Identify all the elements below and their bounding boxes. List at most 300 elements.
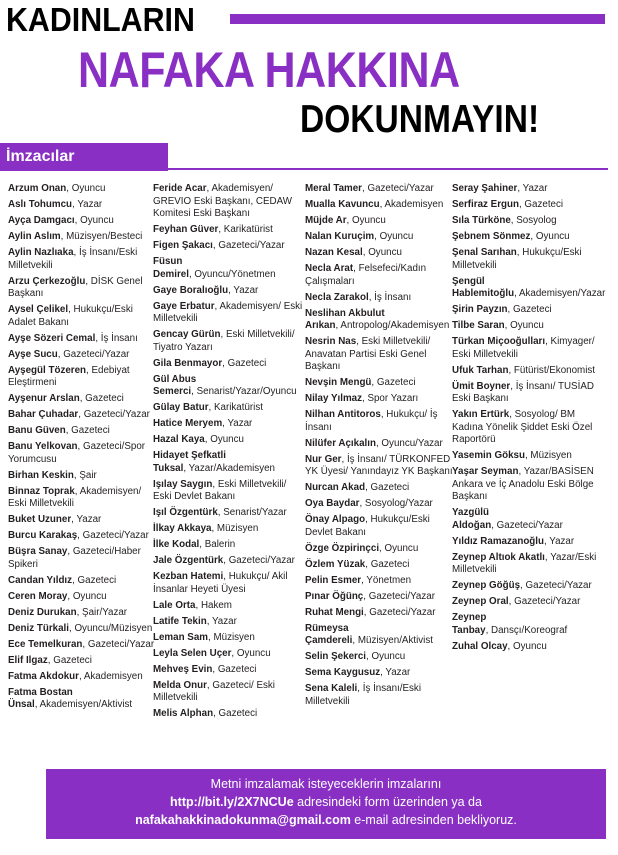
signatory-separator: , <box>74 485 80 497</box>
signatory-entry <box>452 199 602 212</box>
signatory-name: Serfiraz Ergun <box>452 199 519 210</box>
signatory-separator: , <box>507 304 513 315</box>
signatory-name: Elif Ilgaz <box>8 654 48 666</box>
signatory-name: Zeynep Altıok Akatlı <box>452 551 545 563</box>
signatory-separator: , <box>374 231 380 242</box>
signatory-separator: , <box>206 679 213 691</box>
signatory-entry <box>8 365 158 390</box>
signatory-separator: , <box>212 240 219 251</box>
signatory-entry <box>8 546 158 571</box>
signatory-description: Oyuncu <box>384 542 419 554</box>
signatory-name: Tilbe Saran <box>452 320 505 331</box>
signatory-separator: , <box>368 291 375 303</box>
signatory-entry <box>452 536 602 549</box>
signatory-description: Gazeteci/Yazar <box>514 596 581 607</box>
signatory-separator: , <box>357 683 363 694</box>
signatory-separator: , <box>507 640 513 652</box>
signatory-separator: , <box>510 215 517 226</box>
signatory-entry <box>153 507 303 520</box>
signatory-separator: , <box>516 247 523 258</box>
signatory-description: Müzisyen/Besteci <box>66 231 143 242</box>
signatories-column-3 <box>305 183 455 712</box>
signatory-description: Sosyolog <box>516 215 557 226</box>
signatory-name: Nazan Kesal <box>305 247 363 258</box>
signatory-name: Sıla Türköne <box>452 215 511 226</box>
signatory-entry <box>452 247 602 272</box>
signatory-separator: , <box>231 647 237 659</box>
signatory-entry <box>8 199 158 212</box>
signatory-entry <box>452 275 606 301</box>
signatory-name: Leyla Selen Uçer <box>153 647 232 659</box>
signatory-separator: , <box>228 284 234 296</box>
signatory-separator: , <box>67 590 73 602</box>
signatory-entry <box>153 224 303 237</box>
signatory-name: Rümeysa Çamdereli <box>305 622 353 646</box>
signatory-description: Yönetmen <box>366 574 412 586</box>
signatory-name: Melis Alphan <box>153 708 214 719</box>
signatory-entry <box>305 393 455 406</box>
signatory-name: Sema Kaygusuz <box>305 667 381 678</box>
signatory-name: Ümit Boyner <box>452 380 511 392</box>
signatory-separator: , <box>365 514 371 525</box>
signatory-separator: , <box>85 275 91 287</box>
signatory-name: Leman Sam <box>153 631 208 643</box>
signatory-entry <box>153 374 303 399</box>
signatory-entry <box>305 543 455 556</box>
signatory-name: Candan Yıldız <box>8 574 73 586</box>
signatory-description: Yazar <box>522 183 548 194</box>
signatory-entry <box>153 418 303 431</box>
signatory-separator: , <box>191 386 197 397</box>
signatory-separator: , <box>509 409 515 420</box>
signatory-separator: , <box>34 699 40 710</box>
signatory-separator: , <box>518 466 524 477</box>
title-rule <box>230 14 605 24</box>
signatory-name: Necla Arat <box>305 263 354 274</box>
signatory-entry <box>305 498 455 511</box>
signatory-entry <box>8 655 158 668</box>
signatory-name: Ece Temelkuran <box>8 638 83 650</box>
signatory-description: Gazeteci/Yazar <box>496 519 563 531</box>
signatory-description: Hukukçu/Eski Milletvekili <box>452 247 582 271</box>
signatory-entry <box>305 454 455 479</box>
signatories-column-4 <box>452 183 606 657</box>
signatory-entry <box>305 591 455 604</box>
footer-line-3-text: e-mail adresinden bekliyoruz. <box>350 813 517 827</box>
signatory-entry <box>8 276 158 301</box>
signatory-entry <box>8 687 158 712</box>
signatory-description: Gazeteci/Yazar <box>87 638 155 650</box>
signatory-description: Oyuncu <box>80 215 114 226</box>
signatory-description: Gazeteci <box>77 574 117 586</box>
signatory-description: Akademisyen/ Eski Milletvekili <box>8 485 142 509</box>
signatory-entry <box>153 616 303 629</box>
signatory-name: Büşra Sanay <box>8 546 68 557</box>
signatory-description: Yazar <box>385 667 411 678</box>
signatory-separator: , <box>213 708 219 719</box>
signatory-name: Ayşe Sucu <box>8 348 58 360</box>
signatory-entry <box>8 425 158 438</box>
signatory-separator: , <box>66 183 72 194</box>
signatory-description: Akademisyen/ GREVIO Eski Başkanı, CEDAW Komitesi Eski Başkanı <box>153 183 293 219</box>
signatory-entry <box>305 438 455 451</box>
signatory-name: Gaye Boralıoğlu <box>153 284 229 296</box>
signatory-name: Nevşin Mengü <box>305 377 372 388</box>
signatory-entry <box>452 183 602 196</box>
signatory-separator: , <box>544 551 551 563</box>
signatory-entry <box>153 358 303 371</box>
signatory-description: Gazeteci <box>227 357 267 369</box>
signatory-name: Oya Baydar <box>305 498 360 509</box>
signatory-name: Aslı Tohumcu <box>8 199 73 210</box>
signatory-description: Balerin <box>204 539 236 550</box>
signatory-description: Gazeteci/Yazar <box>228 555 295 566</box>
signatory-name: Fatma Bostan Ünsal <box>8 686 73 710</box>
signatory-description: Gazeteci/Yazar <box>83 409 150 420</box>
signatory-entry <box>452 641 602 654</box>
signatory-separator: , <box>78 670 84 682</box>
signatory-separator: , <box>212 663 218 675</box>
signatory-entry <box>452 320 602 333</box>
signatory-description: Oyuncu/Müzisyen <box>74 622 153 634</box>
signatory-name: Buket Uzuner <box>8 514 72 525</box>
signatory-name: Ayşe Sözeri Cemal <box>8 332 96 344</box>
signatory-entry <box>305 623 455 648</box>
signatory-entry <box>305 667 455 680</box>
signatory-name: Nalan Kuruçim <box>305 231 375 242</box>
signatory-description: Oyuncu <box>368 247 402 258</box>
signatory-entry <box>305 336 455 374</box>
signatory-name: Latife Tekin <box>153 615 207 627</box>
signatory-entry <box>452 365 602 378</box>
signatories-column-1 <box>8 183 158 715</box>
signatory-entry <box>153 680 303 705</box>
signatory-separator: , <box>71 514 77 525</box>
signatory-name: Banu Güven <box>8 425 66 436</box>
signatory-entry <box>153 600 303 613</box>
signatory-name: Nur Ger <box>305 453 342 465</box>
signatory-entry <box>153 329 303 354</box>
signatory-description: Senarist/Yazar <box>223 507 287 518</box>
signatory-name: Meral Tamer <box>305 183 362 194</box>
signatory-separator: , <box>361 574 367 586</box>
signatory-separator: , <box>82 638 88 650</box>
signatory-description: Oyuncu <box>535 231 570 242</box>
signatory-separator: , <box>60 231 67 242</box>
signatory-separator: , <box>211 523 217 534</box>
signatory-separator: , <box>545 336 551 347</box>
signatory-name: Ayşenur Arslan <box>8 393 80 404</box>
signatory-entry <box>153 240 303 253</box>
signatory-description: DİSK Genel Başkanı <box>8 275 143 299</box>
signatory-entry <box>8 514 158 527</box>
signatory-separator: , <box>72 574 78 586</box>
signatory-name: Yaşar Seyman <box>452 466 519 477</box>
signatory-name: Zeynep Oral <box>452 596 509 607</box>
signatory-description: Hukukçu/Eski Adalet Bakanı <box>8 304 133 328</box>
signatory-description: Oyuncu <box>510 320 544 331</box>
signatory-entry <box>452 231 602 244</box>
signatory-separator: , <box>359 498 365 509</box>
signatory-description: İş İnsanı <box>374 291 412 303</box>
signatory-entry <box>305 607 455 620</box>
signatory-name: Selin Şekerci <box>305 651 366 662</box>
signatory-name: Zeynep Tanbay <box>452 612 487 636</box>
footer-line-2-text: adresindeki form üzerinden ya da <box>293 795 482 809</box>
signatory-separator: , <box>65 425 72 436</box>
signatory-description: Yazar/Akademisyen <box>188 462 275 474</box>
signatory-description: Gazeteci/ Eski Milletvekili <box>153 679 275 703</box>
signatory-separator: , <box>510 380 516 392</box>
signatory-description: Akademisyen/Aktivist <box>39 699 133 710</box>
signatory-separator: , <box>74 215 81 226</box>
signatory-entry <box>8 393 158 406</box>
signatory-entry <box>8 304 158 329</box>
signatories-heading: İmzacılar <box>0 143 168 171</box>
signatory-name: Jale Özgentürk <box>153 555 224 566</box>
signatory-separator: , <box>375 437 382 449</box>
signatory-description: Hakem <box>200 599 232 611</box>
signatory-description: Sosyolog/ BM Kadına Yönelik Şiddet Eski Özel Raportörü <box>452 409 593 445</box>
signatory-entry <box>452 466 602 504</box>
signatory-separator: , <box>363 606 370 618</box>
signatory-entry <box>153 183 303 221</box>
signatory-entry <box>452 507 602 532</box>
signatory-entry <box>153 708 303 721</box>
signatory-name: Seray Şahiner <box>452 183 518 194</box>
signatory-separator: , <box>530 231 536 242</box>
signatory-separator: , <box>208 631 214 643</box>
footer-notice <box>46 769 606 839</box>
signatory-entry <box>8 183 158 196</box>
signatories-column-2 <box>153 183 303 724</box>
signatory-separator: , <box>77 530 83 541</box>
signatory-description: İş İnsanı/ TUSİAD Eski Başkanı <box>452 380 594 404</box>
signatory-name: Deniz Türkali <box>8 622 69 634</box>
signatory-name: Neslihan Akbulut Arıkan <box>305 307 385 331</box>
signatory-description: Gazeteci <box>53 654 92 666</box>
signatory-entry <box>305 215 455 228</box>
signatory-name: Yasemin Göksu <box>452 450 525 461</box>
signatory-description: Gazeteci <box>370 482 410 493</box>
signatory-name: Kezban Hatemi <box>153 571 224 582</box>
signatory-description: Akademisyen/Yazar <box>518 288 606 299</box>
signatory-separator: , <box>365 558 371 570</box>
signatory-name: Türkan Miçooğulları <box>452 336 546 347</box>
signatory-description: Spor Yazarı <box>367 393 419 404</box>
signatory-description: İş İnsanı/Eski Milletvekili <box>8 247 138 271</box>
signatory-entry <box>452 450 602 463</box>
signatory-description: Oyuncu <box>71 183 106 194</box>
signatory-entry <box>153 479 303 504</box>
signatory-description: Akademisyen <box>384 199 444 210</box>
signatory-entry <box>153 434 303 447</box>
signatory-separator: , <box>73 469 80 481</box>
signatory-description: Gazeteci/Yazar <box>63 348 130 360</box>
signatory-name: Ruhat Mengi <box>305 606 364 618</box>
signatory-description: Hukukçu/ Akil İnsanlar Heyeti Üyesi <box>153 571 288 595</box>
signatory-separator: , <box>95 332 101 344</box>
signatory-separator: , <box>222 357 228 369</box>
signatory-entry <box>452 215 602 228</box>
contact-email[interactable]: nafakahakkinadokunma@gmail.com <box>135 813 351 827</box>
signatory-separator: , <box>524 450 531 461</box>
signatory-name: Şenal Sarıhan <box>452 247 517 258</box>
form-link[interactable]: http://bit.ly/2X7NCUe <box>170 795 294 809</box>
signatory-entry <box>8 247 158 272</box>
footer-line-2 <box>46 793 606 811</box>
signatory-separator: , <box>362 393 368 404</box>
signatory-description: Şair/Yazar <box>82 606 128 618</box>
signatory-name: Gencay Gürün <box>153 329 221 340</box>
signatory-entry <box>153 648 303 661</box>
signatory-separator: , <box>204 434 211 445</box>
signatory-entry <box>305 651 455 664</box>
signatory-name: Fatma Akdokur <box>8 670 79 682</box>
signatory-entry <box>452 381 602 406</box>
signatory-entry <box>452 409 602 447</box>
signatory-description: İş İnsanı/Eski Milletvekili <box>305 683 421 707</box>
signatory-separator: , <box>365 482 371 493</box>
signatory-name: Yazgülü Aldoğan <box>452 507 492 531</box>
signatory-description: Gazeteci/Yazar <box>525 580 592 591</box>
signatory-separator: , <box>335 320 341 331</box>
signatory-separator: , <box>77 441 83 452</box>
signatory-description: Akademisyen/ Eski Milletvekili <box>153 300 303 324</box>
signatory-description: Yazar <box>549 535 575 547</box>
signatory-description: Dansçı/Koreograf <box>491 624 568 636</box>
signatory-description: Gazeteci/Yazar <box>368 590 435 602</box>
signatory-name: Şengül Hablemitoğlu <box>452 275 515 299</box>
signatory-name: Figen Şakacı <box>153 240 213 251</box>
signatory-entry <box>8 575 158 588</box>
signatory-name: Arzu Çerkezoğlu <box>8 275 86 287</box>
title-line-3: DOKUNMAYIN! <box>300 98 540 141</box>
signatory-entry <box>153 539 303 552</box>
signatory-separator: , <box>208 402 214 413</box>
signatory-entry <box>153 402 303 415</box>
signatory-entry <box>153 301 303 326</box>
signatory-separator: , <box>518 199 525 210</box>
signatory-name: Nilüfer Açıkalın <box>305 437 376 449</box>
signatory-separator: , <box>86 364 92 376</box>
signatory-separator: , <box>508 596 515 607</box>
signatory-separator: , <box>79 393 86 404</box>
signatory-entry <box>452 580 602 593</box>
signatory-entry <box>153 450 303 475</box>
signatory-description: Yazar/Eski Milletvekili <box>452 551 597 575</box>
signatory-name: Nilhan Antitoros <box>305 409 381 420</box>
signatory-description: Gazeteci <box>376 377 416 388</box>
signatory-name: Ufuk Tarhan <box>452 364 509 376</box>
signatory-name: Zeynep Göğüş <box>452 580 521 591</box>
signatory-description: Oyuncu <box>379 231 414 242</box>
signatory-entry <box>8 215 158 228</box>
signatory-entry <box>305 377 455 390</box>
signatory-description: Karikatürist <box>213 402 263 413</box>
signatory-name: Banu Yelkovan <box>8 441 78 452</box>
signatory-description: Kimyager/ Eski Milletvekili <box>452 336 595 360</box>
signatory-separator: , <box>346 215 352 226</box>
signatory-description: Yazar <box>212 615 237 627</box>
signatory-description: Hukukçu/Eski Devlet Bakanı <box>305 514 430 538</box>
title-line-2: NAFAKA HAKKINA <box>78 42 460 98</box>
signatory-separator: , <box>371 377 377 388</box>
signatory-name: Birhan Keskin <box>8 469 74 481</box>
signatory-entry <box>305 409 455 434</box>
signatory-entry <box>8 530 158 543</box>
signatory-name: Önay Alpago <box>305 514 366 525</box>
signatory-description: Yazar <box>233 284 259 296</box>
signatory-name: Yakın Ertürk <box>452 409 510 420</box>
signatory-separator: , <box>380 667 386 678</box>
signatory-separator: , <box>508 364 514 376</box>
signatory-description: Gazeteci/Yazar <box>218 240 285 251</box>
signatory-separator: , <box>222 418 228 429</box>
signatory-name: Necla Zarakol <box>305 291 369 303</box>
signatory-separator: , <box>380 409 387 420</box>
signatory-separator: , <box>68 622 75 634</box>
signatory-separator: , <box>353 263 359 274</box>
signatory-separator: , <box>68 304 74 315</box>
signatory-description: Gazeteci <box>513 304 552 315</box>
signatory-separator: , <box>212 478 218 490</box>
signatory-description: Antropolog/Akademisyen <box>340 320 450 331</box>
signatory-description: Oyuncu <box>236 647 271 659</box>
signatory-name: Özge Özpirinçci <box>305 542 380 554</box>
signatory-name: Gila Benmayor <box>153 357 223 369</box>
signatory-description: Yazar <box>227 418 253 429</box>
signatory-description: Gazeteci <box>370 558 410 570</box>
signatory-separator: , <box>218 224 224 235</box>
signatory-name: Sena Kaleli <box>305 683 358 694</box>
signatory-entry <box>8 409 158 422</box>
signatory-entry <box>153 523 303 536</box>
signatory-description: Gazeteci <box>71 425 110 436</box>
signatory-entry <box>305 199 455 212</box>
signatory-separator: , <box>183 462 189 474</box>
signatory-entry <box>8 671 158 684</box>
signatory-description: Müzisyen <box>216 523 259 534</box>
signatory-separator: , <box>544 535 550 547</box>
signatory-separator: , <box>491 519 497 531</box>
signatory-separator: , <box>47 654 54 666</box>
signatory-description: Gazeteci <box>218 708 258 719</box>
signatory-separator: , <box>199 539 205 550</box>
signatory-name: Yıldız Ramazanoğlu <box>452 535 544 547</box>
signatory-description: Oyuncu <box>352 215 386 226</box>
signatory-description: İş İnsanı/ TÜRKONFED YK Üyesi/ Yanındayız YK Başkanı <box>305 453 453 477</box>
signatory-separator: , <box>504 320 511 331</box>
signatory-name: Ayça Damgacı <box>8 215 75 226</box>
signatory-entry <box>153 664 303 677</box>
signatory-separator: , <box>362 183 368 194</box>
signatory-description: Gazeteci/Spor Yorumcusu <box>8 441 146 465</box>
signatory-name: Burcu Karakaş <box>8 530 78 541</box>
signatory-separator: , <box>223 571 229 582</box>
title-line-1: KADINLARIN <box>6 1 195 38</box>
signatory-entry <box>305 683 455 708</box>
signatory-separator: , <box>220 329 226 340</box>
signatory-description: Oyuncu <box>371 651 406 662</box>
signatory-entry <box>8 607 158 620</box>
signatory-separator: , <box>76 606 83 618</box>
signatory-name: Pınar Öğünç <box>305 590 364 602</box>
signatory-separator: , <box>366 651 372 662</box>
footer-line-3 <box>46 811 606 829</box>
signatory-description: Oyuncu/Yazar <box>381 437 443 449</box>
signatory-name: Mehveş Evin <box>153 663 213 675</box>
